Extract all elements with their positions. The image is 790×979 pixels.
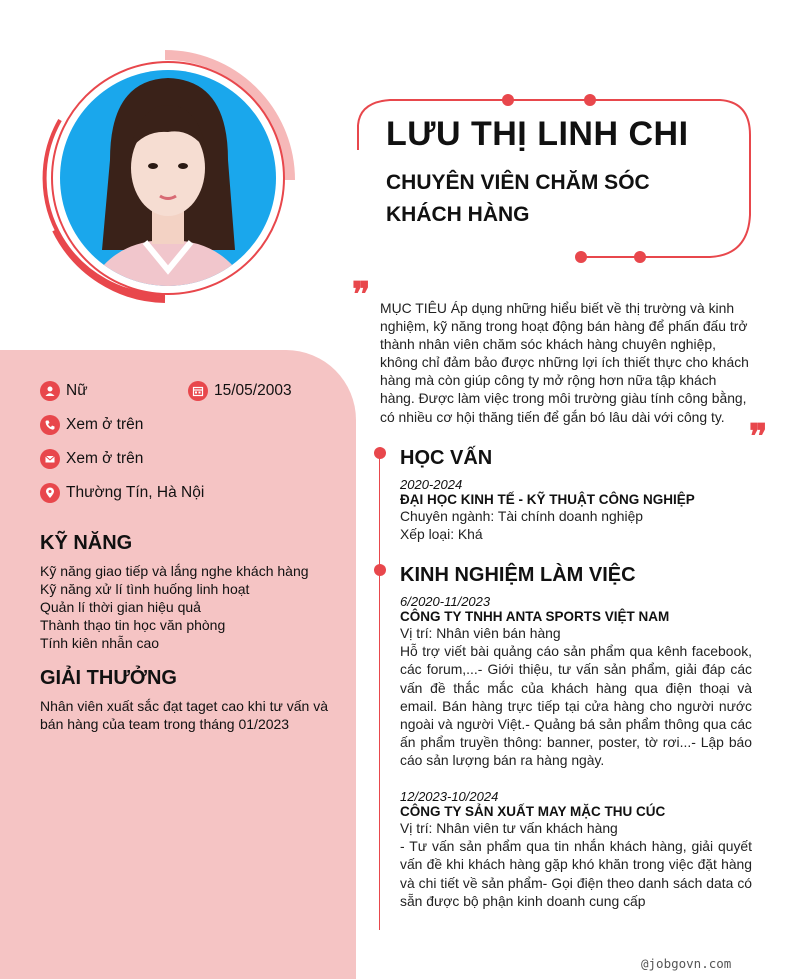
location-icon xyxy=(40,483,60,503)
birthday-value: 15/05/2003 xyxy=(214,382,292,399)
skill-item: Kỹ năng xử lí tình huống linh hoạt xyxy=(40,581,250,597)
job-position: Vị trí: Nhân viên tư vấn khách hàng xyxy=(400,820,618,836)
skills-list xyxy=(40,562,340,652)
experience-job xyxy=(400,594,752,770)
job-description: Hỗ trợ viết bài quảng cáo sản phẩm qua kênh facebook, các forum,...- Giới thiệu, tư vấn sản phẩm, giải đáp các vấn đề thắc mắc của khách hàng qua điện thoại và email. Bán hàng trực tiếp tại cửa hàng cho người nước ngoài và người Việt.- Quảng bá sản phẩm thông qua các ấn phẩm truyền thông: banner, poster, tờ rơi...- Lập báo cáo sản lượng bán ra hàng ngày. xyxy=(400,643,752,769)
job-date: 12/2023-10/2024 xyxy=(400,789,499,804)
avatar-photo xyxy=(40,50,300,310)
skill-item: Thành thạo tin học văn phòng xyxy=(40,617,226,633)
candidate-name: LƯU THỊ LINH CHI xyxy=(386,115,689,153)
gender-value: Nữ xyxy=(66,382,88,399)
contact-birthday xyxy=(188,381,292,401)
skill-item: Quản lí thời gian hiệu quả xyxy=(40,599,201,615)
person-icon xyxy=(40,381,60,401)
job-company: CÔNG TY TNHH ANTA SPORTS VIỆT NAM xyxy=(400,609,670,624)
experience-job xyxy=(400,789,752,910)
job-company: CÔNG TY SẢN XUẤT MAY MẶC THU CÚC xyxy=(400,804,666,819)
education-block xyxy=(400,477,760,543)
email-value: Xem ở trên xyxy=(66,450,144,467)
phone-icon xyxy=(40,415,60,435)
education-major: Chuyên ngành: Tài chính doanh nghiệp xyxy=(400,508,644,524)
job-date: 6/2020-11/2023 xyxy=(400,594,491,609)
job-position: Vị trí: Nhân viên bán hàng xyxy=(400,625,561,641)
address-value: Thường Tín, Hà Nội xyxy=(66,484,205,501)
timeline-line xyxy=(379,450,380,930)
job-description: - Tư vấn sản phẩm qua tin nhắn khách hàng, giải quyết vấn đề khi khách hàng gặp khó khăn trong việc đặt hàng và chi tiết về sản phẩm- Gọi điện theo danh sách data có sẵn được bộ phận kinh doanh cung cấp xyxy=(400,838,752,909)
job-title: CHUYÊN VIÊN CHĂM SÓC KHÁCH HÀNG xyxy=(386,171,650,226)
calendar-icon xyxy=(188,381,208,401)
phone-value: Xem ở trên xyxy=(66,416,144,433)
contact-phone xyxy=(40,415,143,435)
contact-address xyxy=(40,483,204,503)
education-grade: Xếp loại: Khá xyxy=(400,526,483,543)
left-panel xyxy=(0,350,356,979)
education-heading: HỌC VẤN xyxy=(400,447,493,469)
avatar xyxy=(40,50,300,310)
mail-icon xyxy=(40,449,60,469)
education-school: ĐẠI HỌC KINH TẾ - KỸ THUẬT CÔNG NGHIỆP xyxy=(400,492,695,507)
quote-close-icon: ❞ xyxy=(749,417,768,457)
awards-text: Nhân viên xuất sắc đạt taget cao khi tư vấn và bán hàng của team trong tháng 01/2023 xyxy=(40,698,328,732)
contact-gender xyxy=(40,381,88,401)
timeline-dot xyxy=(374,447,386,459)
watermark: @jobgovn.com xyxy=(641,956,732,971)
quote-open-icon: ❞ xyxy=(352,275,371,315)
contact-email xyxy=(40,449,143,469)
skill-item: Tính kiên nhẫn cao xyxy=(40,635,160,651)
skill-item: Kỹ năng giao tiếp và lắng nghe khách hàng xyxy=(40,563,309,579)
experience-heading: KINH NGHIỆM LÀM VIỆC xyxy=(400,564,636,586)
skills-heading: KỸ NĂNG xyxy=(40,532,133,554)
objective-text: MỤC TIÊU Áp dụng những hiểu biết về thị trường và kinh nghiệm, kỹ năng trong hoạt động bán hàng để phấn đấu trở thành nhân viên chăm sóc khách hàng chuyên nghiệp, không chỉ đảm bảo được những lợi ích thiết thực cho khách hàng mà còn giúp công ty mở rộng hơn nữa tập khách hàng. Được làm việc trong môi trường giàu tính công bằng, có nhiều cơ hội thăng tiến để gắn bó lâu dài với công ty. xyxy=(380,300,749,425)
education-date: 2020-2024 xyxy=(400,477,463,492)
awards-heading: GIẢI THƯỞNG xyxy=(40,667,177,689)
timeline-dot xyxy=(374,564,386,576)
